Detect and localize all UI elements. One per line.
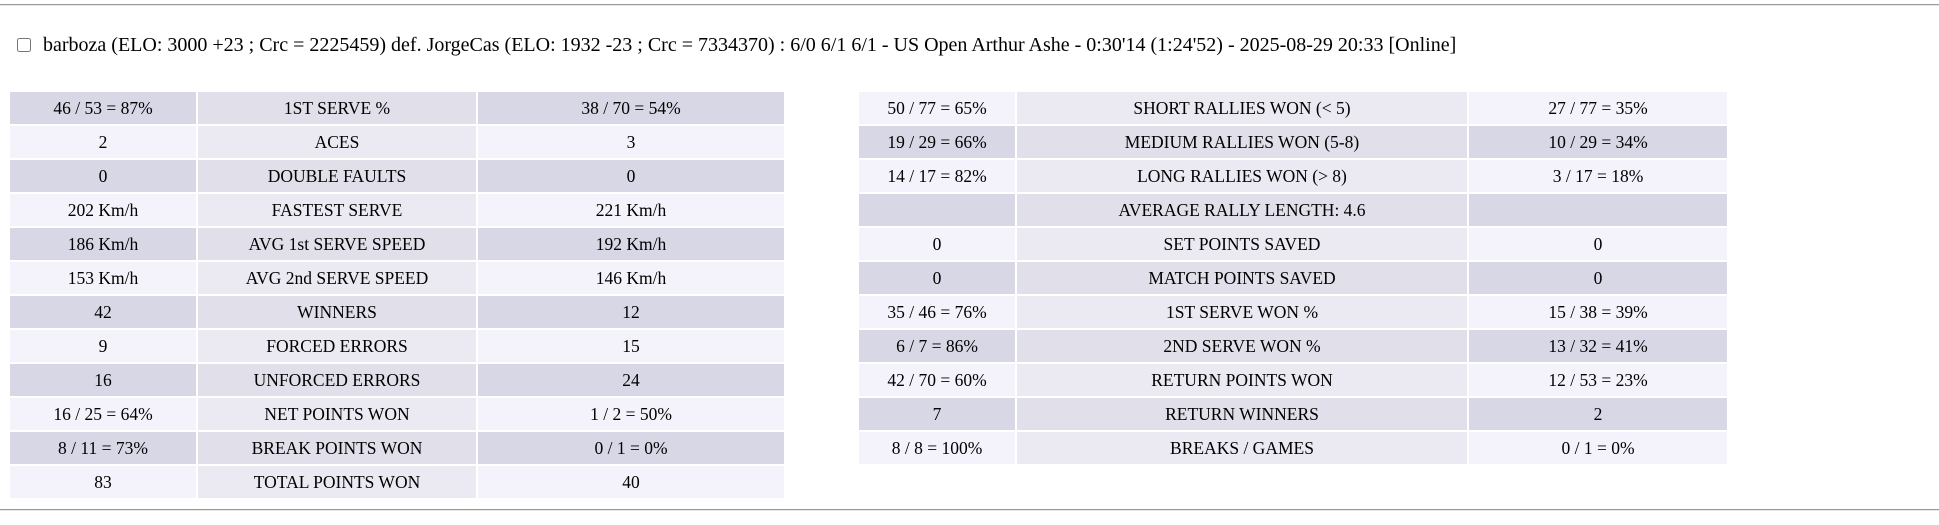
stat-row <box>859 228 1727 260</box>
rally-stats-table <box>857 90 1729 466</box>
stat-value-p1: 153 Km/h <box>10 262 196 294</box>
stat-row <box>10 262 784 294</box>
stat-row <box>859 364 1727 396</box>
stat-label: FORCED ERRORS <box>198 330 476 362</box>
stat-label: RETURN WINNERS <box>1017 398 1467 430</box>
stat-value-p2: 192 Km/h <box>478 228 784 260</box>
stat-value-p2: 38 / 70 = 54% <box>478 92 784 124</box>
stat-row <box>859 262 1727 294</box>
stat-value-p2: 13 / 32 = 41% <box>1469 330 1727 362</box>
stat-value-p2: 0 <box>1469 228 1727 260</box>
stat-value-p2 <box>1469 194 1727 226</box>
stat-value-p2: 221 Km/h <box>478 194 784 226</box>
stat-value-p2: 12 / 53 = 23% <box>1469 364 1727 396</box>
stat-value-p1: 8 / 8 = 100% <box>859 432 1015 464</box>
stat-label: 2ND SERVE WON % <box>1017 330 1467 362</box>
stat-row <box>10 92 784 124</box>
stat-value-p1: 186 Km/h <box>10 228 196 260</box>
stat-label: RETURN POINTS WON <box>1017 364 1467 396</box>
stat-value-p2: 0 / 1 = 0% <box>478 432 784 464</box>
stat-row <box>859 330 1727 362</box>
serve-stats-table <box>8 90 786 500</box>
stat-label: NET POINTS WON <box>198 398 476 430</box>
stat-value-p1: 42 <box>10 296 196 328</box>
stat-row <box>10 398 784 430</box>
stat-label: 1ST SERVE % <box>198 92 476 124</box>
stat-label: FASTEST SERVE <box>198 194 476 226</box>
stat-label: LONG RALLIES WON (> 8) <box>1017 160 1467 192</box>
stat-row <box>10 228 784 260</box>
stat-value-p2: 15 <box>478 330 784 362</box>
match-header <box>0 33 1939 57</box>
stat-label: SET POINTS SAVED <box>1017 228 1467 260</box>
stat-value-p1: 7 <box>859 398 1015 430</box>
stat-value-p1: 19 / 29 = 66% <box>859 126 1015 158</box>
stat-row <box>859 92 1727 124</box>
stat-value-p1: 14 / 17 = 82% <box>859 160 1015 192</box>
stat-label: AVG 1st SERVE SPEED <box>198 228 476 260</box>
stat-value-p2: 12 <box>478 296 784 328</box>
stat-label: AVG 2nd SERVE SPEED <box>198 262 476 294</box>
stat-label: WINNERS <box>198 296 476 328</box>
stat-value-p1: 50 / 77 = 65% <box>859 92 1015 124</box>
stat-value-p1: 6 / 7 = 86% <box>859 330 1015 362</box>
stat-value-p1: 42 / 70 = 60% <box>859 364 1015 396</box>
stat-label: TOTAL POINTS WON <box>198 466 476 498</box>
stat-label: MEDIUM RALLIES WON (5-8) <box>1017 126 1467 158</box>
stat-value-p1: 16 / 25 = 64% <box>10 398 196 430</box>
stat-label: BREAKS / GAMES <box>1017 432 1467 464</box>
stat-label: MATCH POINTS SAVED <box>1017 262 1467 294</box>
match-summary-text: barboza (ELO: 3000 +23 ; Crc = 2225459) def. JorgeCas (ELO: 1932 -23 ; Crc = 7334370) : 6/0 6/1 6/1 - US Open Arthur Ashe - 0:30'14 (1:24'52) - 2025-08-29 20:33 [Online] <box>43 34 1457 56</box>
stat-row <box>859 398 1727 430</box>
stat-label: 1ST SERVE WON % <box>1017 296 1467 328</box>
stat-value-p2: 3 / 17 = 18% <box>1469 160 1727 192</box>
stat-row <box>859 194 1727 226</box>
stat-value-p1: 0 <box>859 262 1015 294</box>
stat-label: BREAK POINTS WON <box>198 432 476 464</box>
stat-value-p1: 2 <box>10 126 196 158</box>
stat-row <box>10 466 784 498</box>
stat-value-p2: 2 <box>1469 398 1727 430</box>
stat-row <box>10 330 784 362</box>
stat-label: ACES <box>198 126 476 158</box>
stat-row <box>10 296 784 328</box>
stat-value-p2: 27 / 77 = 35% <box>1469 92 1727 124</box>
bottom-divider <box>0 509 1939 511</box>
match-select-checkbox[interactable] <box>17 38 31 52</box>
stat-value-p2: 0 <box>1469 262 1727 294</box>
stat-value-p2: 0 / 1 = 0% <box>1469 432 1727 464</box>
stat-label: AVERAGE RALLY LENGTH: 4.6 <box>1017 194 1467 226</box>
stat-value-p2: 10 / 29 = 34% <box>1469 126 1727 158</box>
stat-value-p2: 15 / 38 = 39% <box>1469 296 1727 328</box>
stat-row <box>10 432 784 464</box>
stat-row <box>859 126 1727 158</box>
stat-value-p1: 16 <box>10 364 196 396</box>
stat-value-p1: 46 / 53 = 87% <box>10 92 196 124</box>
stat-value-p2: 0 <box>478 160 784 192</box>
stat-value-p2: 24 <box>478 364 784 396</box>
stat-row <box>10 194 784 226</box>
stat-value-p1: 83 <box>10 466 196 498</box>
stat-value-p1: 35 / 46 = 76% <box>859 296 1015 328</box>
stat-value-p1: 8 / 11 = 73% <box>10 432 196 464</box>
stat-value-p1: 0 <box>859 228 1015 260</box>
stat-row <box>859 296 1727 328</box>
stat-label: DOUBLE FAULTS <box>198 160 476 192</box>
stats-section <box>0 90 1939 500</box>
stat-value-p1 <box>859 194 1015 226</box>
stat-value-p2: 40 <box>478 466 784 498</box>
stat-row <box>10 126 784 158</box>
stat-row <box>859 160 1727 192</box>
stat-value-p1: 0 <box>10 160 196 192</box>
stat-value-p2: 146 Km/h <box>478 262 784 294</box>
stat-label: SHORT RALLIES WON (< 5) <box>1017 92 1467 124</box>
stat-row <box>10 160 784 192</box>
stat-value-p1: 9 <box>10 330 196 362</box>
stat-value-p1: 202 Km/h <box>10 194 196 226</box>
stat-row <box>859 432 1727 464</box>
stat-row <box>10 364 784 396</box>
top-divider <box>0 4 1939 6</box>
stat-value-p2: 3 <box>478 126 784 158</box>
stat-value-p2: 1 / 2 = 50% <box>478 398 784 430</box>
stat-label: UNFORCED ERRORS <box>198 364 476 396</box>
